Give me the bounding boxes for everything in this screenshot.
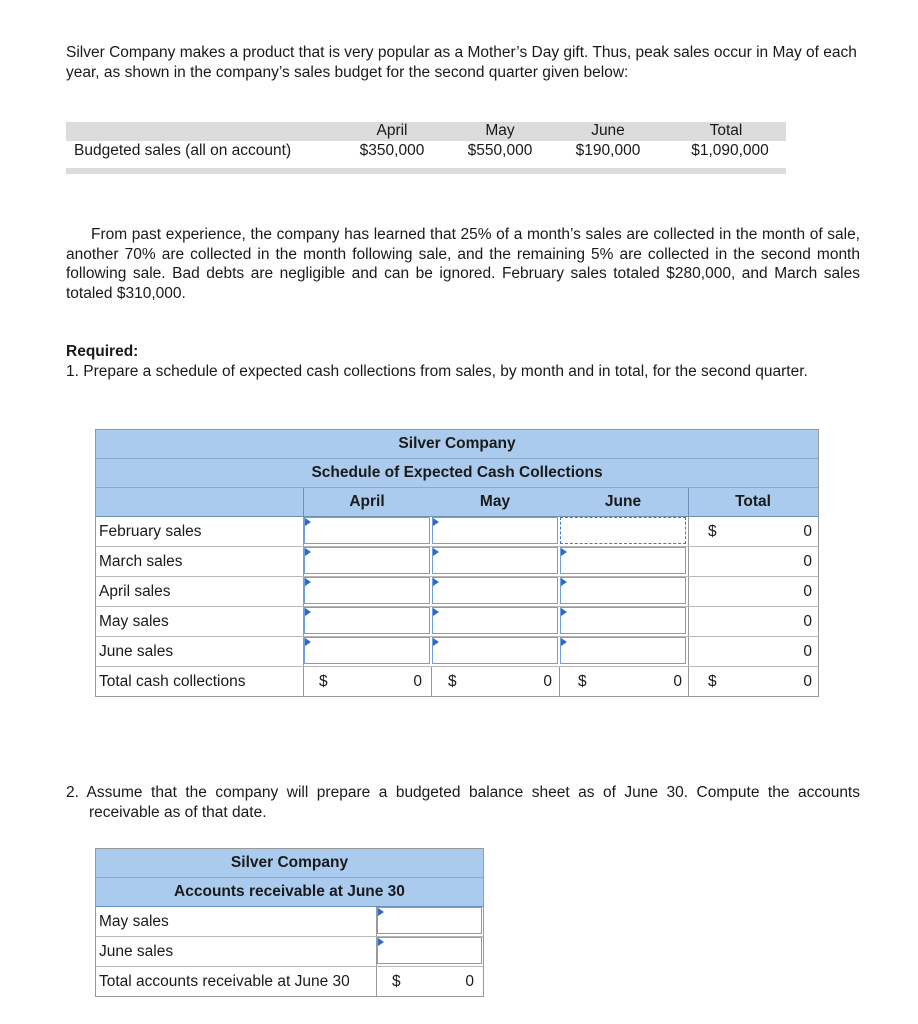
budget-col-april: April [376,122,408,139]
input-mar-may[interactable] [432,547,558,574]
ar-label-june: June sales [99,943,174,960]
total-apr-value: 0 [803,583,812,600]
input-mar-april[interactable] [304,547,430,574]
total-april-currency: $ [319,673,328,690]
ar-company-row [96,849,483,878]
input-apr-june[interactable] [560,577,686,604]
grand-total-currency: $ [708,673,717,690]
schedule-col-april: April [349,493,385,510]
total-may-currency: $ [448,673,457,690]
schedule-row-total [96,667,818,697]
budget-footer-bar [66,168,786,174]
question-2: 2. Assume that the company will prepare a budgeted balance sheet as of June 30. Compute the accounts receivable as of that date. [66,784,860,821]
input-jun-june[interactable] [560,637,686,664]
ar-row-may [96,907,483,937]
total-may-col-value: 0 [543,673,552,690]
ar-row-june [96,937,483,967]
total-jun-value: 0 [803,643,812,660]
row-label-february: February sales [99,523,202,540]
ar-total-value: 0 [465,973,474,990]
total-feb-currency: $ [708,523,717,540]
grand-total-value: 0 [803,673,812,690]
input-may-june[interactable] [560,607,686,634]
cash-collections-schedule [95,429,819,697]
total-feb-value: 0 [803,523,812,540]
ar-input-june[interactable] [377,937,482,964]
input-may-april[interactable] [304,607,430,634]
schedule-row-may [96,607,818,637]
schedule-row-june [96,637,818,667]
budget-value-april: $350,000 [359,142,425,159]
input-mar-june[interactable] [560,547,686,574]
budget-row-label: Budgeted sales (all on account) [74,142,292,159]
total-april-value: 0 [413,673,422,690]
question-1: 1. Prepare a schedule of expected cash collections from sales, by month and in total, for the second quarter. [66,363,808,380]
total-may-value: 0 [803,613,812,630]
ar-label-total: Total accounts receivable at June 30 [99,973,350,990]
budget-value-total: $1,090,000 [691,142,769,159]
intro-text: Silver Company makes a product that is very popular as a Mother’s Day gift. Thus, peak sales occur in May of each year, as shown in the company’s sales budget for the second quarter given below: [66,44,857,81]
ar-company-name: Silver Company [230,854,349,871]
input-jun-april[interactable] [304,637,430,664]
row-label-april: April sales [99,583,171,600]
schedule-row-march [96,547,818,577]
collection-pattern-text: From past experience, the company has learned that 25% of a month’s sales are collected in the month of sale, another 70% are collected in the month following sale, and the remaining 5% are collected in the second month following sale. Bad debts are negligible and can be ignored. February sales totaled $280,000, and March sales totaled $310,000. [66,226,860,302]
row-label-june: June sales [99,643,174,660]
budget-col-total: Total [709,122,743,139]
budget-col-may: May [485,122,515,139]
input-feb-june[interactable] [560,517,686,544]
budget-value-june: $190,000 [575,142,641,159]
schedule-column-header-row [96,488,818,517]
schedule-title: Schedule of Expected Cash Collections [311,464,603,481]
schedule-col-june: June [604,493,642,510]
input-jun-may[interactable] [432,637,558,664]
budget-value-may: $550,000 [467,142,533,159]
input-may-may[interactable] [432,607,558,634]
schedule-row-february [96,517,818,547]
schedule-title-row [96,459,818,488]
schedule-col-may: May [479,493,511,510]
row-label-may: May sales [99,613,169,630]
total-june-currency: $ [578,673,587,690]
ar-label-may: May sales [99,913,169,930]
ar-title: Accounts receivable at June 30 [174,883,405,900]
input-apr-april[interactable] [304,577,430,604]
ar-title-row [96,878,483,907]
ar-input-may[interactable] [377,907,482,934]
total-mar-value: 0 [803,553,812,570]
input-feb-may[interactable] [432,517,558,544]
schedule-row-april [96,577,818,607]
row-label-total: Total cash collections [99,673,246,690]
accounts-receivable-table [95,848,484,997]
total-june-value: 0 [673,673,682,690]
row-label-march: March sales [99,553,183,570]
input-feb-april[interactable] [304,517,430,544]
schedule-col-total: Total [735,493,771,510]
ar-row-total [96,967,483,996]
input-apr-may[interactable] [432,577,558,604]
schedule-company-name: Silver Company [398,435,516,452]
schedule-company-row [96,430,818,459]
ar-total-currency: $ [392,973,401,990]
required-heading: Required: [66,343,139,360]
budget-col-june: June [591,122,625,139]
